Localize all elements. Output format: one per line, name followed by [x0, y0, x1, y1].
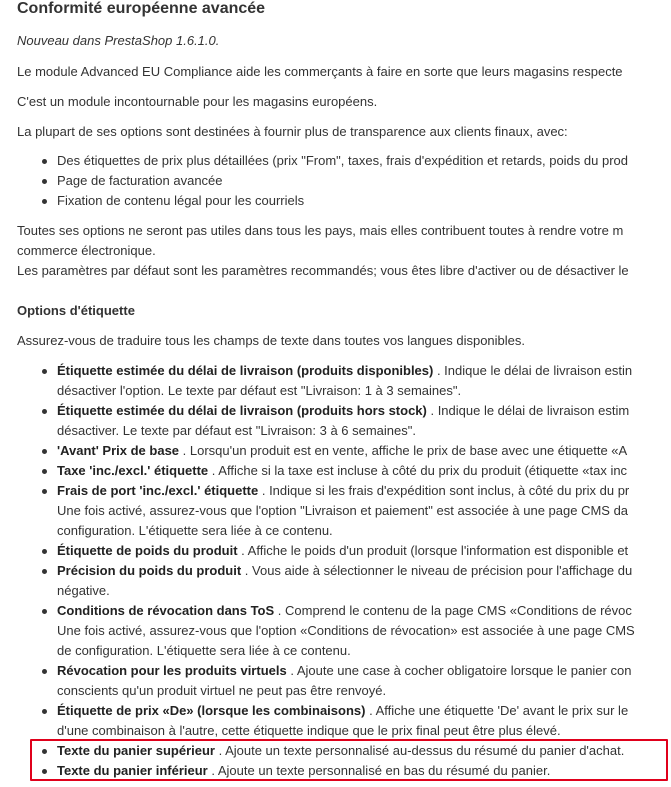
option-title: Précision du poids du produit — [57, 563, 242, 578]
option-text: . Affiche le poids d'un produit (lorsque l'information est disponible et — [237, 543, 629, 558]
paragraph-2: C'est un module incontournable pour les magasins européens. — [17, 94, 378, 109]
section-subtitle: Assurez-vous de traduire tous les champs de texte dans toutes vos langues disponibles. — [17, 333, 526, 348]
option-title: Étiquette estimée du délai de livraison (produits disponibles) — [57, 363, 434, 378]
version-note: Nouveau dans PrestaShop 1.6.1.0. — [17, 33, 220, 48]
option-title: 'Avant' Prix de base — [57, 443, 180, 458]
option-item — [37, 661, 635, 701]
list-item: Fixation de contenu légal pour les courriels — [37, 191, 628, 211]
option-text-cont: Une fois activé, assurez-vous que l'option «Conditions de révocation» est associée à une page CMS — [57, 623, 635, 638]
section-heading: Options d'étiquette — [17, 303, 135, 318]
option-text: . Affiche une étiquette 'De' avant le prix sur le — [365, 703, 629, 718]
option-text-cont: Une fois activé, assurez-vous que l'option "Livraison et paiement" est associée à une page CMS da — [57, 503, 629, 518]
paragraph-4a: Toutes ses options ne seront pas utiles dans tous les pays, mais elles contribuent toutes à rendre votre m — [17, 223, 624, 238]
option-text-cont: désactiver. Le texte par défaut est "Livraison: 3 à 6 semaines". — [57, 423, 416, 438]
option-text: . Indique le délai de livraison estim — [426, 403, 630, 418]
option-item — [37, 541, 635, 561]
option-text: . Comprend le contenu de la page CMS «Conditions de révoc — [274, 603, 632, 618]
option-title: Texte du panier inférieur — [57, 763, 208, 778]
paragraph-1: Le module Advanced EU Compliance aide les commerçants à faire en sorte que leurs magasins respecte — [17, 64, 623, 79]
option-title: Conditions de révocation dans ToS — [57, 603, 275, 618]
option-text-cont: d'une combinaison à l'autre, cette étiquette indique que le prix final peut être plus élevé. — [57, 723, 561, 738]
option-item — [37, 361, 635, 401]
paragraph-4b: commerce électronique. — [17, 243, 156, 258]
option-text: . Ajoute une case à cocher obligatoire lorsque le panier con — [286, 663, 632, 678]
option-item — [37, 561, 635, 601]
option-item — [37, 461, 635, 481]
intro-list — [37, 151, 628, 211]
option-text: . Indique si les frais d'expédition sont inclus, à côté du prix du pr — [258, 483, 630, 498]
option-text-cont: négative. — [57, 583, 110, 598]
list-item: Des étiquettes de prix plus détaillées (prix "From", taxes, frais d'expédition et retards, poids du prod — [37, 151, 628, 171]
option-title: Révocation pour les produits virtuels — [57, 663, 287, 678]
page-title: Conformité européenne avancée — [17, 0, 266, 17]
option-text: . Vous aide à sélectionner le niveau de précision pour l'affichage du — [241, 563, 633, 578]
option-text-cont: de configuration. L'étiquette sera liée à ce contenu. — [57, 643, 351, 658]
option-title: Frais de port 'inc./excl.' étiquette — [57, 483, 259, 498]
option-text: . Affiche si la taxe est incluse à côté du prix du produit (étiquette «tax inc — [208, 463, 628, 478]
option-text: . Indique le délai de livraison estin — [433, 363, 633, 378]
option-text-cont: configuration. L'étiquette sera liée à ce contenu. — [57, 523, 333, 538]
option-title: Texte du panier supérieur — [57, 743, 215, 758]
paragraph-3: La plupart de ses options sont destinées à fournir plus de transparence aux clients finaux, avec: — [17, 124, 568, 139]
option-title: Étiquette estimée du délai de livraison (produits hors stock) — [57, 403, 427, 418]
paragraph-5: Les paramètres par défaut sont les paramètres recommandés; vous êtes libre d'activer ou de désactiver le — [17, 263, 629, 278]
highlight-box — [30, 739, 668, 781]
list-item: Page de facturation avancée — [37, 171, 628, 191]
option-text-cont: conscients qu'un produit virtuel ne peut pas être renvoyé. — [57, 683, 387, 698]
options-list — [37, 361, 635, 781]
option-item — [37, 441, 635, 461]
option-text-cont: désactiver l'option. Le texte par défaut est "Livraison: 1 à 3 semaines". — [57, 383, 462, 398]
option-title: Étiquette de poids du produit — [57, 543, 238, 558]
option-item — [37, 401, 635, 441]
option-item — [37, 481, 635, 541]
option-title: Étiquette de prix «De» (lorsque les combinaisons) — [57, 703, 366, 718]
option-text: . Ajoute un texte personnalisé en bas du résumé du panier. — [207, 763, 551, 778]
option-text: . Lorsqu'un produit est en vente, affiche le prix de base avec une étiquette «A — [179, 443, 628, 458]
option-item — [37, 701, 635, 741]
option-title: Taxe 'inc./excl.' étiquette — [57, 463, 209, 478]
option-item — [37, 601, 635, 661]
option-text: . Ajoute un texte personnalisé au-dessus du résumé du panier d'achat. — [214, 743, 625, 758]
